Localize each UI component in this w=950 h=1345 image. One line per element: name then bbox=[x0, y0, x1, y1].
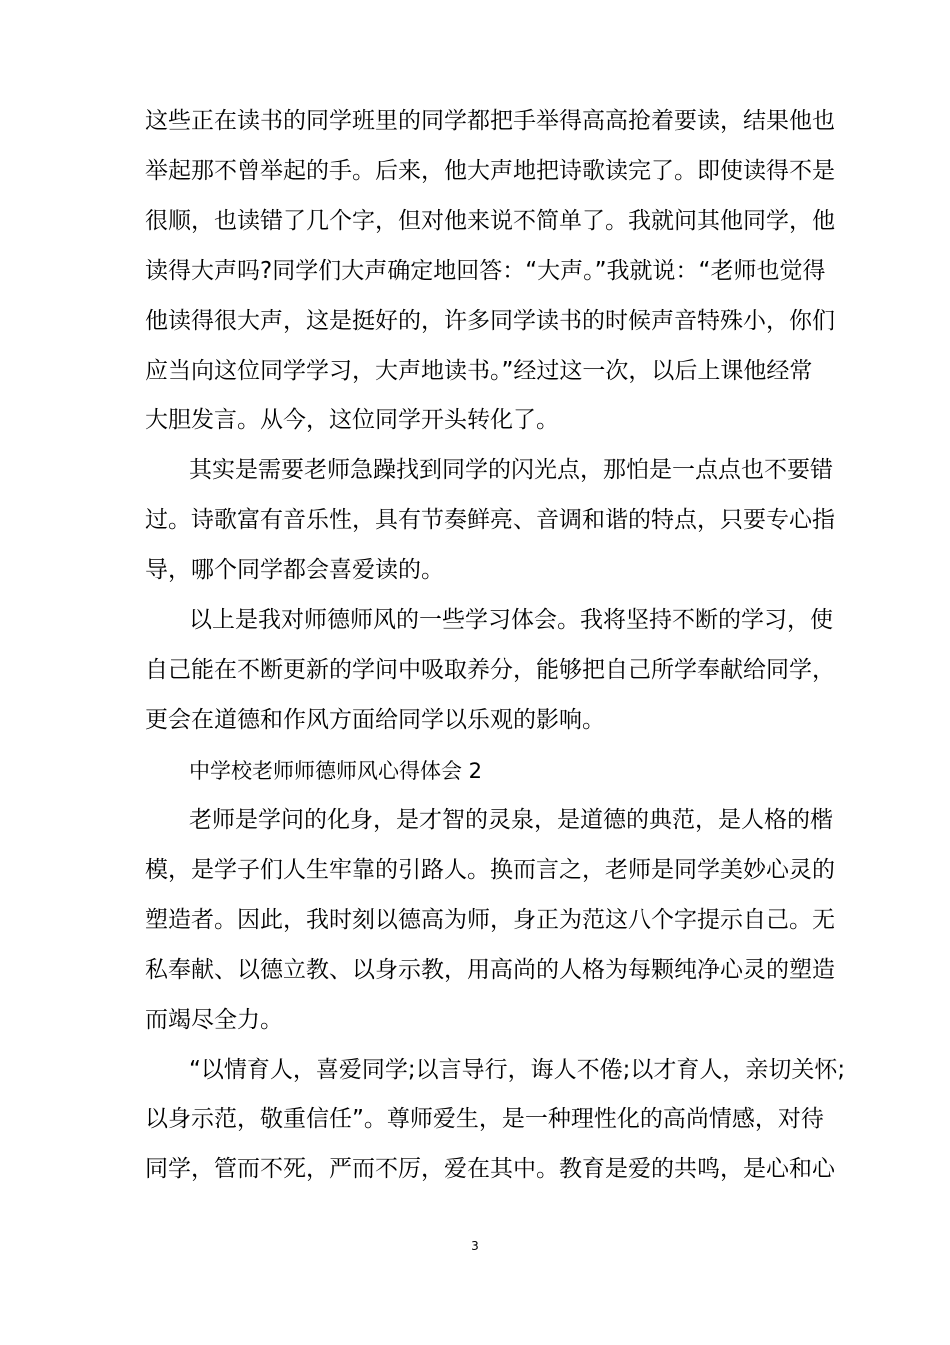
paragraph-line: 过。诗歌富有音乐性，具有节奏鲜亮、音调和谐的特点，只要专心指 bbox=[145, 507, 835, 533]
paragraph-line: 私奉献、以德立教、以身示教，用高尚的人格为每颗纯净心灵的塑造 bbox=[145, 957, 835, 983]
paragraph-line: 而竭尽全力。 bbox=[145, 1007, 283, 1033]
paragraph-line: 很顺，也读错了几个字，但对他来说不简单了。我就问其他同学，他 bbox=[145, 208, 835, 234]
paragraph-line: 这些正在读书的同学班里的同学都把手举得高高抢着要读，结果他也 bbox=[145, 108, 835, 134]
paragraph-line: 自己能在不断更新的学问中吸取养分，能够把自己所学奉献给同学， bbox=[145, 657, 835, 683]
paragraph-line: 老师是学问的化身，是才智的灵泉，是道德的典范，是人格的楷 bbox=[189, 807, 833, 833]
paragraph-line: 读得大声吗?同学们大声确定地回答：“大声。”我就说：“老师也觉得 bbox=[145, 258, 826, 284]
paragraph-line: 举起那不曾举起的手。后来，他大声地把诗歌读完了。即使读得不是 bbox=[145, 158, 835, 184]
paragraph-line: 大胆发言。从今，这位同学开头转化了。 bbox=[145, 407, 559, 433]
paragraph-line: 更会在道德和作风方面给同学以乐观的影响。 bbox=[145, 707, 605, 733]
paragraph-line: 以上是我对师德师风的一些学习体会。我将坚持不断的学习，使 bbox=[189, 607, 833, 633]
paragraph-line: 应当向这位同学学习，大声地读书。”经过这一次，以后上课他经常 bbox=[145, 358, 813, 384]
section-heading: 中学校老师师德师风心得体会 2 bbox=[189, 759, 483, 783]
paragraph-line: 塑造者。因此，我时刻以德高为师，身正为范这八个字提示自己。无 bbox=[145, 907, 835, 933]
paragraph-line: 导，哪个同学都会喜爱读的。 bbox=[145, 557, 444, 583]
page-number: 3 bbox=[471, 1239, 479, 1253]
paragraph-line: “以情育人，喜爱同学;以言导行，诲人不倦;以才育人，亲切关怀; bbox=[189, 1057, 846, 1083]
paragraph-line: 以身示范，敬重信任”。尊师爱生，是一种理性化的高尚情感，对待 bbox=[145, 1106, 824, 1132]
paragraph-line: 模，是学子们人生牢靠的引路人。换而言之，老师是同学美妙心灵的 bbox=[145, 857, 835, 883]
paragraph-line: 他读得很大声，这是挺好的，许多同学读书的时候声音特殊小，你们 bbox=[145, 308, 835, 334]
paragraph-line: 同学，管而不死，严而不厉，爱在其中。教育是爱的共鸣，是心和心 bbox=[145, 1156, 835, 1182]
paragraph-line: 其实是需要老师急躁找到同学的闪光点，那怕是一点点也不要错 bbox=[189, 457, 833, 483]
